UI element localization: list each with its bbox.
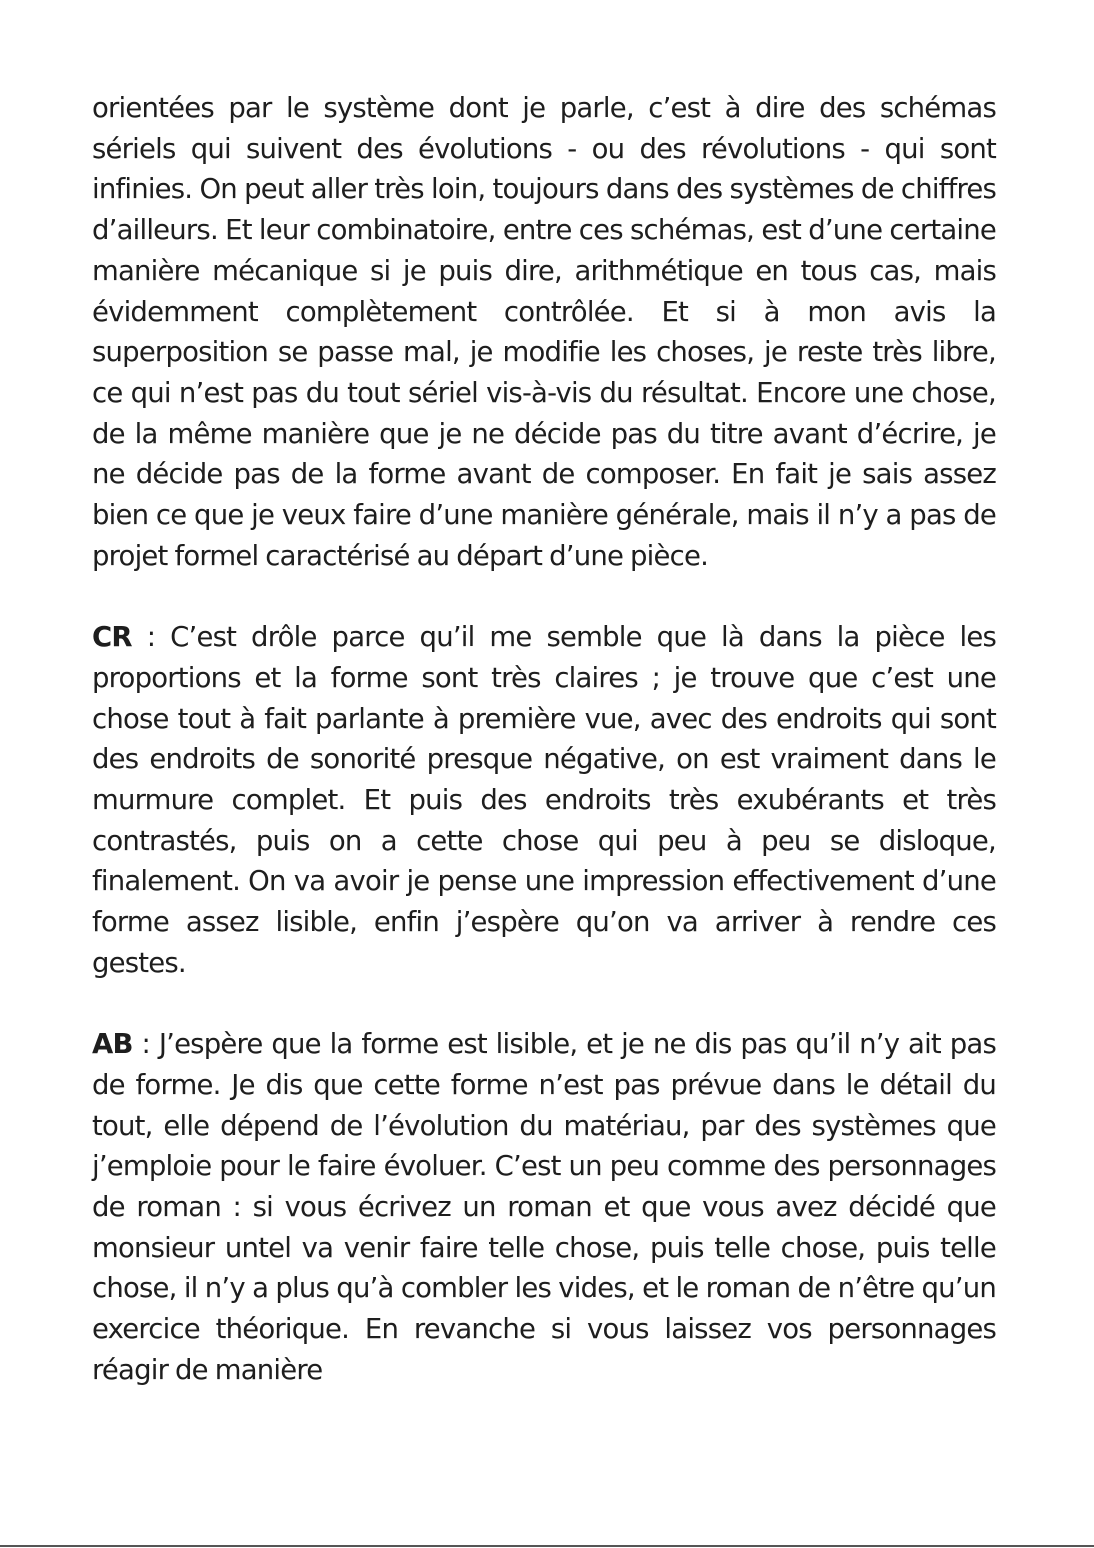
paragraph-continuation — [92, 88, 996, 576]
paragraph-text: orientées par le système dont je parle, c’est à dire des schémas sériels qui suivent des évolutions - ou des révolutions - qui sont infinies. On peut aller très loin, toujours dans des systèmes de chiffres d’ailleurs. Et leur combinatoire, entre ces schémas, est d’une certaine manière mécanique si je puis dire, arithmétique en tous cas, mais évidemment complètement contrôlée. Et si à mon avis la superposition se passe mal, je modifie les choses, je reste très libre, ce qui n’est pas du tout sériel vis-à-vis du résultat. Encore une chose, de la même manière que je ne décide pas du titre avant d’écrire, je ne décide pas de la forme avant de composer. En fait je sais assez bien ce que je veux faire d’une manière générale, mais il n’y a pas de projet formel caractérisé au départ d’une pièce. — [92, 92, 996, 572]
paragraph-ab — [92, 1024, 996, 1390]
speaker-label: AB — [92, 1028, 133, 1061]
speaker-separator: : — [131, 621, 171, 654]
paragraph-text: J’espère que la forme est lisible, et je ne dis pas qu’il n’y ait pas de forme. Je dis que cette forme n’est pas prévue dans le détail du tout, elle dépend de l’évolution du matériau, par des systèmes que j’emploie pour le faire évoluer. C’est un peu comme des personnages de roman : si vous écrivez un roman et que vous avez décidé que monsieur untel va venir faire telle chose, puis telle chose, puis telle chose, il n’y a plus qu’à combler les vides, et le roman de n’être qu’un exercice théorique. En revanche si vous laissez vos personnages réagir de manière — [92, 1028, 996, 1386]
paragraph-cr — [92, 617, 996, 983]
speaker-label: CR — [92, 621, 132, 654]
page-bottom-divider — [0, 1545, 1094, 1547]
paragraph-text: C’est drôle parce qu’il me semble que là dans la pièce les proportions et la forme sont très claires ; je trouve que c’est une chose tout à fait parlante à première vue, avec des endroits qui sont des endroits de sonorité presque négative, on est vraiment dans le murmure complet. Et puis des endroits très exubérants et très contrastés, puis on a cette chose qui peu à peu se disloque, finalement. On va avoir je pense une impression effectivement d’une forme assez lisible, enfin j’espère qu’on va arriver à rendre ces gestes. — [92, 621, 996, 979]
page-body — [92, 88, 996, 1390]
speaker-separator: : — [132, 1028, 159, 1061]
